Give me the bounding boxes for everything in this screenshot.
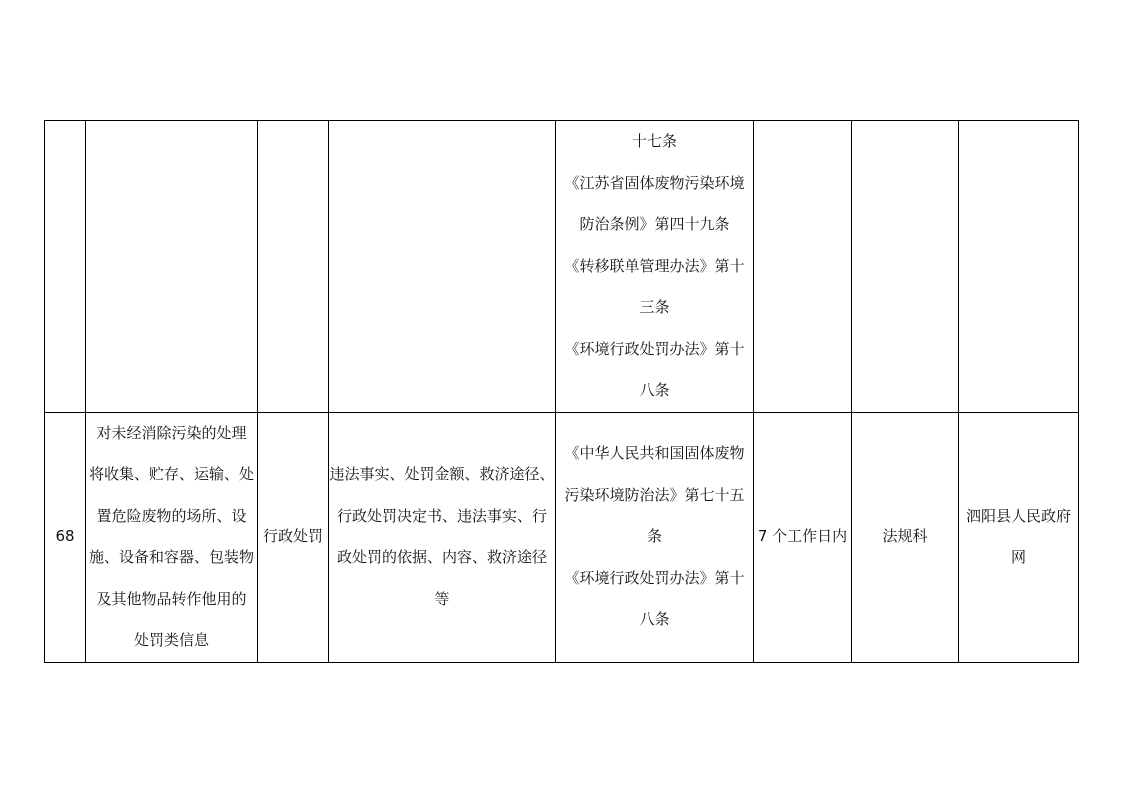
channel-cell [959,412,1079,662]
basis-line: 防治条例》第四十九条 [579,215,730,233]
item-line: 施、设备和容器、包装物 [88,548,254,566]
channel-line: 泗阳县人民政府 [965,506,1071,525]
basis-line: 污染环境防治法》第七十五 [564,485,745,504]
basis-line: 《中华人民共和国固体废物 [564,444,745,463]
item-cell [86,121,258,413]
basis-cell [556,412,754,662]
item-line: 对未经消除污染的处理 [96,423,247,442]
time-limit-value: 7 个工作日内 [757,527,848,546]
content-cell [329,412,556,662]
channel-cell [959,121,1079,413]
content-line: 等 [434,589,450,608]
basis-cell [556,121,754,413]
basis-line: 八条 [639,381,670,399]
channel-line: 网 [1010,548,1026,566]
table-row [45,412,1079,662]
basis-line: 《转移联单管理办法》第十 [564,256,745,275]
time-limit-cell [754,412,852,662]
content-line: 行政处罚决定书、违法事实、行 [336,506,547,525]
item-line: 置危险废物的场所、设 [96,506,247,525]
item-line: 将收集、贮存、运输、处 [88,465,254,483]
item-line: 及其他物品转作他用的 [96,589,247,608]
basis-line: 八条 [639,610,670,629]
index-cell [45,412,86,662]
row-index: 68 [55,527,75,546]
basis-line: 三条 [639,298,670,316]
category-cell [258,412,329,662]
department-cell [852,121,959,413]
time-limit-cell [754,121,852,413]
basis-line: 《江苏省固体废物污染环境 [564,173,745,192]
basis-line: 《环境行政处罚办法》第十 [564,339,745,358]
table-row [45,121,1079,413]
department-value: 法规科 [882,527,928,546]
category-cell [258,121,329,413]
content-line: 政处罚的依据、内容、救济途径 [336,548,547,566]
item-line: 处罚类信息 [133,631,209,649]
content-cell [329,121,556,413]
category-label: 行政处罚 [262,527,323,546]
content-line: 违法事实、处罚金额、救济途径、 [329,465,555,483]
basis-line: 条 [646,527,662,546]
disclosure-table [44,120,1079,663]
department-cell [852,412,959,662]
basis-line: 《环境行政处罚办法》第十 [564,568,745,587]
item-cell [86,412,258,662]
basis-line: 十七条 [631,132,677,150]
index-cell [45,121,86,413]
